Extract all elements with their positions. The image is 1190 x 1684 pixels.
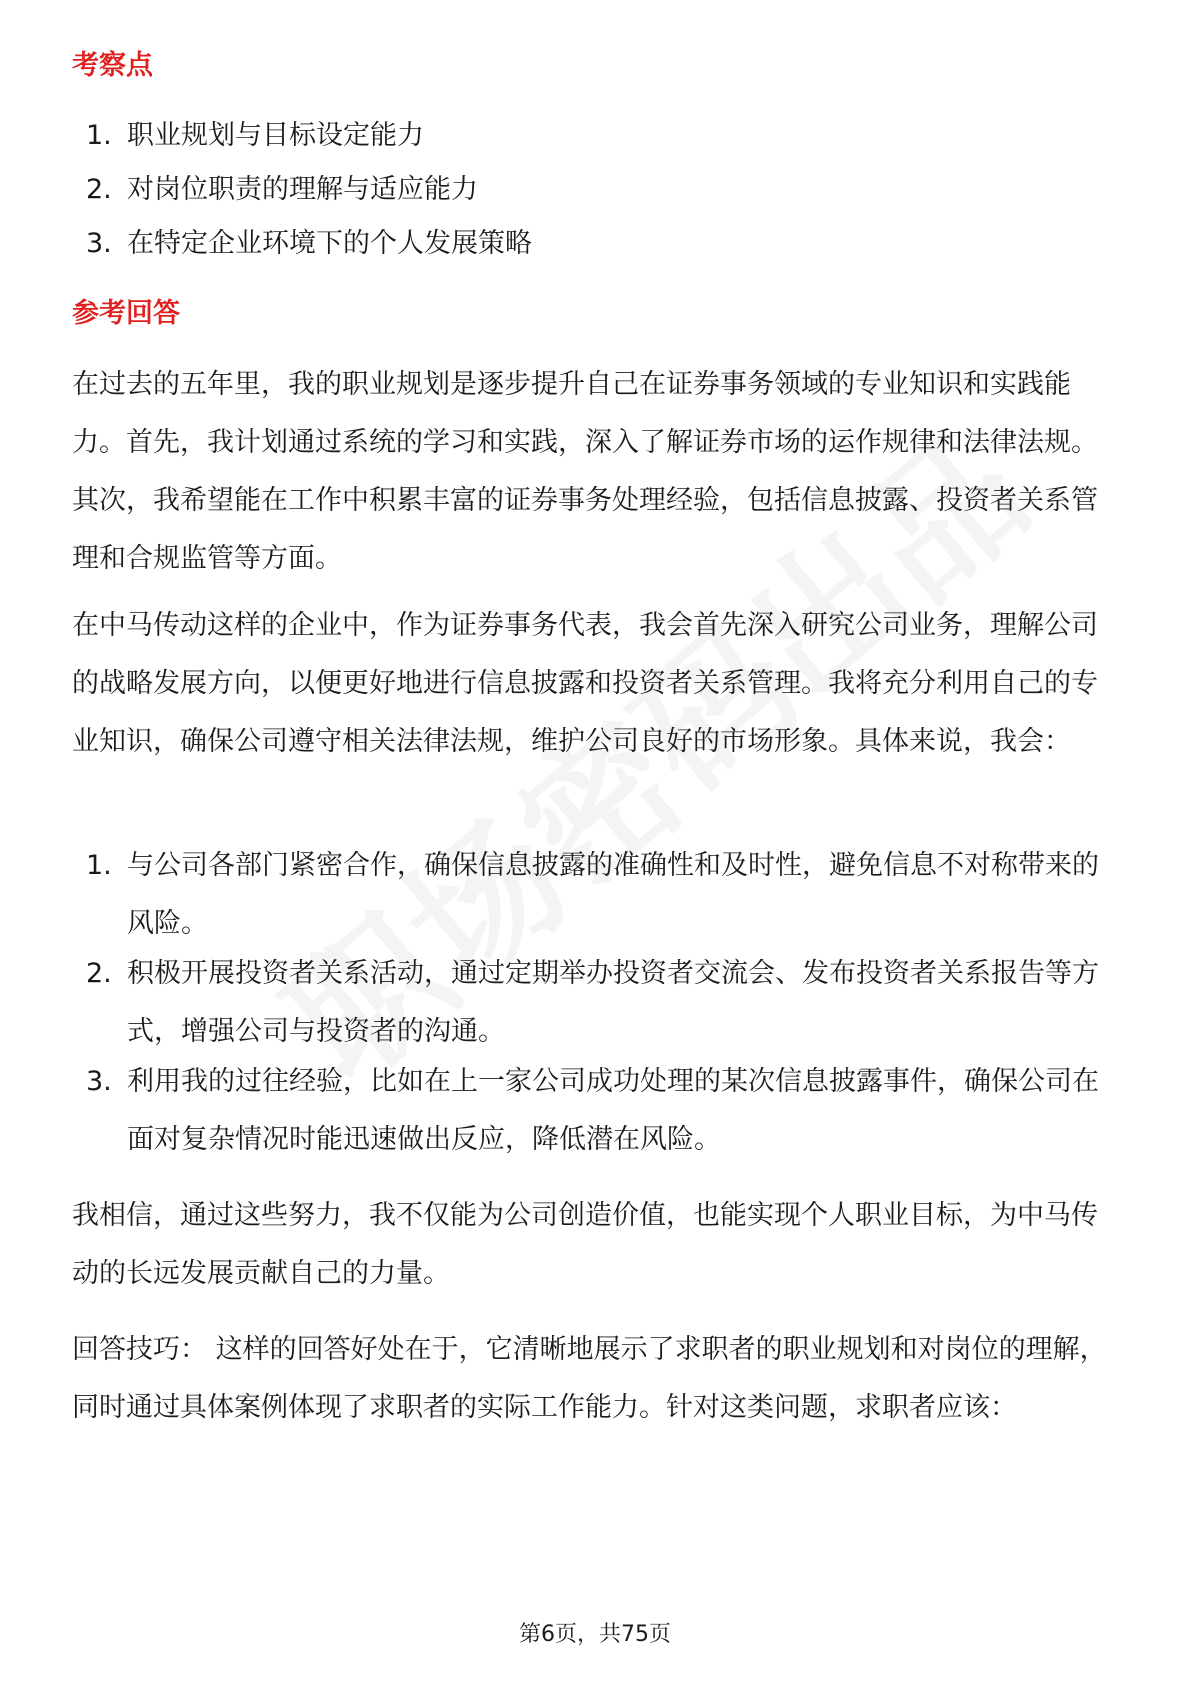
list-number: 1. [86, 850, 112, 881]
answer-list-item [86, 1053, 1116, 1169]
answer-list-item [86, 945, 1116, 1061]
list-number: 2. [86, 174, 112, 205]
list-text: 积极开展投资者关系活动，通过定期举办投资者交流会、发布投资者关系报告等方式，增强公司与投资者的沟通。 [127, 958, 1099, 1047]
list-text: 职业规划与目标设定能力 [127, 120, 424, 151]
answer-paragraph-2: 在中马传动这样的企业中，作为证券事务代表，我会首先深入研究公司业务，理解公司的战略发展方向，以便更好地进行信息披露和投资者关系管理。我将充分利用自己的专业知识，确保公司遵守相关法律法规，维护公司良好的市场形象。具体来说，我会： [72, 610, 1098, 757]
answer-tips-paragraph: 回答技巧： 这样的回答好处在于，它清晰地展示了求职者的职业规划和对岗位的理解，同时通过具体案例体现了求职者的实际工作能力。针对这类问题，求职者应该： [72, 1334, 1107, 1423]
exam-point-item [86, 161, 1116, 219]
list-number: 2. [86, 958, 112, 989]
list-text: 与公司各部门紧密合作，确保信息披露的准确性和及时性，避免信息不对称带来的风险。 [127, 850, 1099, 939]
answer-list-item [86, 837, 1116, 953]
list-text: 对岗位职责的理解与适应能力 [127, 174, 478, 205]
page-number: 第6页，共75页 [519, 1622, 671, 1647]
answer-paragraph-3: 我相信，通过这些努力，我不仅能为公司创造价值，也能实现个人职业目标，为中马传动的长远发展贡献自己的力量。 [72, 1200, 1098, 1289]
exam-point-item [86, 107, 1116, 165]
list-number: 3. [86, 228, 112, 259]
exam-point-item [86, 215, 1116, 273]
list-number: 1. [86, 120, 112, 151]
list-text: 在特定企业环境下的个人发展策略 [127, 228, 532, 259]
answer-paragraph-1: 在过去的五年里，我的职业规划是逐步提升自己在证券事务领域的专业知识和实践能力。首先，我计划通过系统的学习和实践，深入了解证券市场的运作规律和法律法规。其次，我希望能在工作中积累丰富的证券事务处理经验，包括信息披露、投资者关系管理和合规监管等方面。 [72, 369, 1098, 574]
list-text: 利用我的过往经验，比如在上一家公司成功处理的某次信息披露事件，确保公司在面对复杂情况时能迅速做出反应，降低潜在风险。 [127, 1066, 1099, 1155]
exam-points-heading: 考察点 [72, 50, 153, 81]
reference-answer-heading: 参考回答 [72, 298, 180, 329]
list-number: 3. [86, 1066, 112, 1097]
